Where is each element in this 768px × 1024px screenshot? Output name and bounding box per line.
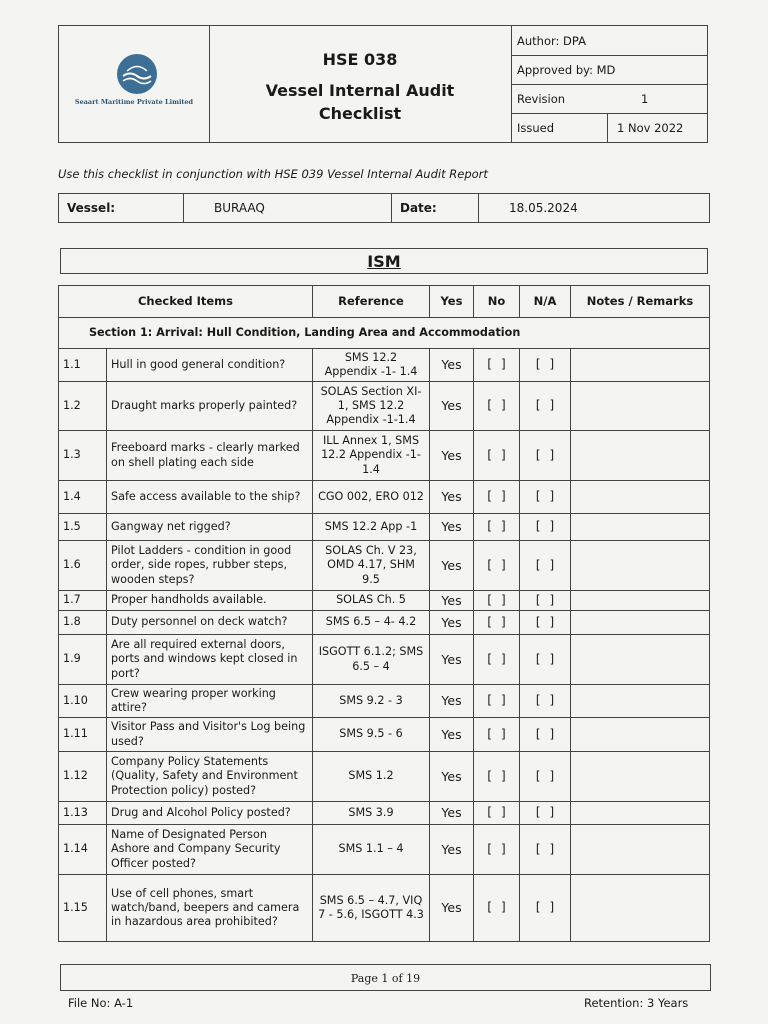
- no-checkbox[interactable]: [ ]: [474, 611, 520, 635]
- table-row: [59, 752, 710, 802]
- item-number: 1.13: [59, 802, 107, 825]
- item-reference: SMS 1.2: [313, 752, 430, 802]
- na-checkbox[interactable]: [ ]: [520, 541, 571, 591]
- item-text: Drug and Alcohol Policy posted?: [107, 802, 313, 825]
- notes-cell[interactable]: [571, 635, 710, 685]
- item-text: Use of cell phones, smart watch/band, beepers and camera in hazardous area prohibited?: [107, 875, 313, 942]
- author-row: [511, 26, 707, 56]
- no-checkbox[interactable]: [ ]: [474, 349, 520, 382]
- col-yes: Yes: [430, 286, 474, 318]
- doc-title-line1: Vessel Internal Audit: [265, 81, 455, 100]
- notes-cell[interactable]: [571, 541, 710, 591]
- revision-value: 1: [641, 92, 649, 106]
- item-number: 1.1: [59, 349, 107, 382]
- meta-cell: [511, 26, 707, 142]
- yes-mark: Yes: [430, 349, 474, 382]
- table-row: [59, 611, 710, 635]
- revision-label: Revision: [517, 92, 566, 106]
- col-checked-items: Checked Items: [59, 286, 313, 318]
- yes-mark: Yes: [430, 382, 474, 431]
- yes-mark: Yes: [430, 875, 474, 942]
- na-checkbox[interactable]: [ ]: [520, 875, 571, 942]
- na-checkbox[interactable]: [ ]: [520, 591, 571, 611]
- item-reference: SMS 12.2 App -1: [313, 514, 430, 541]
- item-number: 1.5: [59, 514, 107, 541]
- item-reference: SOLAS Section XI-1, SMS 12.2 Appendix -1-1.4: [313, 382, 430, 431]
- date-label: Date:: [392, 194, 479, 222]
- col-notes: Notes / Remarks: [571, 286, 710, 318]
- col-no: No: [474, 286, 520, 318]
- item-text: Visitor Pass and Visitor's Log being used?: [107, 718, 313, 752]
- usage-note: Use this checklist in conjunction with HSE 039 Vessel Internal Audit Report: [58, 167, 488, 181]
- notes-cell[interactable]: [571, 349, 710, 382]
- yes-mark: Yes: [430, 481, 474, 514]
- yes-mark: Yes: [430, 591, 474, 611]
- item-reference: SMS 12.2 Appendix -1- 1.4: [313, 349, 430, 382]
- item-text: Freeboard marks - clearly marked on shell plating each side: [107, 431, 313, 481]
- item-reference: SMS 6.5 – 4- 4.2: [313, 611, 430, 635]
- no-checkbox[interactable]: [ ]: [474, 825, 520, 875]
- notes-cell[interactable]: [571, 514, 710, 541]
- notes-cell[interactable]: [571, 431, 710, 481]
- yes-mark: Yes: [430, 431, 474, 481]
- yes-mark: Yes: [430, 541, 474, 591]
- na-checkbox[interactable]: [ ]: [520, 685, 571, 718]
- section-heading: Section 1: Arrival: Hull Condition, Landing Area and Accommodation: [59, 318, 710, 349]
- na-checkbox[interactable]: [ ]: [520, 635, 571, 685]
- item-reference: SMS 1.1 – 4: [313, 825, 430, 875]
- table-row: [59, 481, 710, 514]
- item-reference: SOLAS Ch. 5: [313, 591, 430, 611]
- doc-title-line2: Checklist: [318, 104, 402, 123]
- na-checkbox[interactable]: [ ]: [520, 752, 571, 802]
- item-reference: SMS 9.2 - 3: [313, 685, 430, 718]
- na-checkbox[interactable]: [ ]: [520, 802, 571, 825]
- approved-row: [511, 55, 707, 85]
- no-checkbox[interactable]: [ ]: [474, 802, 520, 825]
- item-text: Crew wearing proper working attire?: [107, 685, 313, 718]
- item-number: 1.6: [59, 541, 107, 591]
- yes-mark: Yes: [430, 635, 474, 685]
- yes-mark: Yes: [430, 802, 474, 825]
- item-reference: CGO 002, ERO 012: [313, 481, 430, 514]
- item-number: 1.4: [59, 481, 107, 514]
- author: Author: DPA: [517, 34, 586, 48]
- date-value: 18.05.2024: [509, 201, 578, 215]
- revision-row: [511, 84, 707, 114]
- section-row: [59, 318, 710, 349]
- item-reference: SMS 6.5 – 4.7, VIQ 7 - 5.6, ISGOTT 4.3: [313, 875, 430, 942]
- issued-label: Issued: [517, 121, 555, 135]
- no-checkbox[interactable]: [ ]: [474, 431, 520, 481]
- table-row: [59, 875, 710, 942]
- vessel-label: Vessel:: [59, 194, 184, 222]
- no-checkbox[interactable]: [ ]: [474, 541, 520, 591]
- na-checkbox[interactable]: [ ]: [520, 382, 571, 431]
- item-number: 1.8: [59, 611, 107, 635]
- page-footer: Page 1 of 19: [60, 964, 711, 991]
- item-reference: SOLAS Ch. V 23, OMD 4.17, SHM 9.5: [313, 541, 430, 591]
- table-header-row: [59, 286, 710, 318]
- no-checkbox[interactable]: [ ]: [474, 382, 520, 431]
- table-row: [59, 635, 710, 685]
- company-logo: [117, 54, 157, 94]
- notes-cell[interactable]: [571, 591, 710, 611]
- notes-cell[interactable]: [571, 875, 710, 942]
- table-row: [59, 685, 710, 718]
- no-checkbox[interactable]: [ ]: [474, 752, 520, 802]
- doc-code: HSE 038: [322, 50, 398, 69]
- checklist-table: [58, 285, 710, 942]
- logo-cell: [59, 26, 210, 142]
- yes-mark: Yes: [430, 514, 474, 541]
- table-row: [59, 591, 710, 611]
- item-text: Proper handholds available.: [107, 591, 313, 611]
- table-row: [59, 382, 710, 431]
- no-checkbox[interactable]: [ ]: [474, 514, 520, 541]
- col-na: N/A: [520, 286, 571, 318]
- notes-cell[interactable]: [571, 481, 710, 514]
- item-number: 1.3: [59, 431, 107, 481]
- approved-by: Approved by: MD: [517, 63, 616, 77]
- issued-row: [511, 113, 707, 142]
- item-number: 1.10: [59, 685, 107, 718]
- item-reference: ILL Annex 1, SMS 12.2 Appendix -1-1.4: [313, 431, 430, 481]
- table-row: [59, 718, 710, 752]
- item-number: 1.9: [59, 635, 107, 685]
- section-title: [60, 248, 708, 274]
- item-text: Duty personnel on deck watch?: [107, 611, 313, 635]
- item-text: Safe access available to the ship?: [107, 481, 313, 514]
- notes-cell[interactable]: [571, 752, 710, 802]
- table-row: [59, 431, 710, 481]
- item-number: 1.2: [59, 382, 107, 431]
- na-checkbox[interactable]: [ ]: [520, 825, 571, 875]
- na-checkbox[interactable]: [ ]: [520, 611, 571, 635]
- item-number: 1.12: [59, 752, 107, 802]
- no-checkbox[interactable]: [ ]: [474, 875, 520, 942]
- item-number: 1.15: [59, 875, 107, 942]
- item-number: 1.11: [59, 718, 107, 752]
- section-title-text: ISM: [367, 252, 401, 271]
- no-checkbox[interactable]: [ ]: [474, 635, 520, 685]
- company-name: Seaart Maritime Private Limited: [74, 98, 194, 106]
- yes-mark: Yes: [430, 718, 474, 752]
- table-row: [59, 825, 710, 875]
- yes-mark: Yes: [430, 752, 474, 802]
- item-text: Hull in good general condition?: [107, 349, 313, 382]
- item-text: Gangway net rigged?: [107, 514, 313, 541]
- no-checkbox[interactable]: [ ]: [474, 718, 520, 752]
- item-number: 1.14: [59, 825, 107, 875]
- na-checkbox[interactable]: [ ]: [520, 481, 571, 514]
- notes-cell[interactable]: [571, 718, 710, 752]
- item-text: Draught marks properly painted?: [107, 382, 313, 431]
- notes-cell[interactable]: [571, 611, 710, 635]
- na-checkbox[interactable]: [ ]: [520, 349, 571, 382]
- item-text: Company Policy Statements (Quality, Safety and Environment Protection policy) posted?: [107, 752, 313, 802]
- table-row: [59, 541, 710, 591]
- file-number: File No: A-1: [68, 996, 134, 1010]
- yes-mark: Yes: [430, 685, 474, 718]
- item-text: Are all required external doors, ports and windows kept closed in port?: [107, 635, 313, 685]
- na-checkbox[interactable]: [ ]: [520, 514, 571, 541]
- notes-cell[interactable]: [571, 825, 710, 875]
- issued-value: 1 Nov 2022: [617, 121, 684, 135]
- na-checkbox[interactable]: [ ]: [520, 431, 571, 481]
- no-checkbox[interactable]: [ ]: [474, 481, 520, 514]
- no-checkbox[interactable]: [ ]: [474, 685, 520, 718]
- document-header: [58, 25, 708, 143]
- table-row: [59, 349, 710, 382]
- yes-mark: Yes: [430, 825, 474, 875]
- col-reference: Reference: [313, 286, 430, 318]
- item-text: Pilot Ladders - condition in good order, side ropes, rubber steps, wooden steps?: [107, 541, 313, 591]
- vessel-row: [58, 193, 710, 223]
- title-cell: [209, 26, 512, 142]
- table-row: [59, 514, 710, 541]
- na-checkbox[interactable]: [ ]: [520, 718, 571, 752]
- item-reference: ISGOTT 6.1.2; SMS 6.5 – 4: [313, 635, 430, 685]
- vessel-name: BURAAQ: [184, 194, 392, 222]
- no-checkbox[interactable]: [ ]: [474, 591, 520, 611]
- item-reference: SMS 3.9: [313, 802, 430, 825]
- table-row: [59, 802, 710, 825]
- item-text: Name of Designated Person Ashore and Company Security Officer posted?: [107, 825, 313, 875]
- notes-cell[interactable]: [571, 685, 710, 718]
- retention: Retention: 3 Years: [584, 996, 689, 1010]
- notes-cell[interactable]: [571, 382, 710, 431]
- item-reference: SMS 9.5 - 6: [313, 718, 430, 752]
- yes-mark: Yes: [430, 611, 474, 635]
- notes-cell[interactable]: [571, 802, 710, 825]
- item-number: 1.7: [59, 591, 107, 611]
